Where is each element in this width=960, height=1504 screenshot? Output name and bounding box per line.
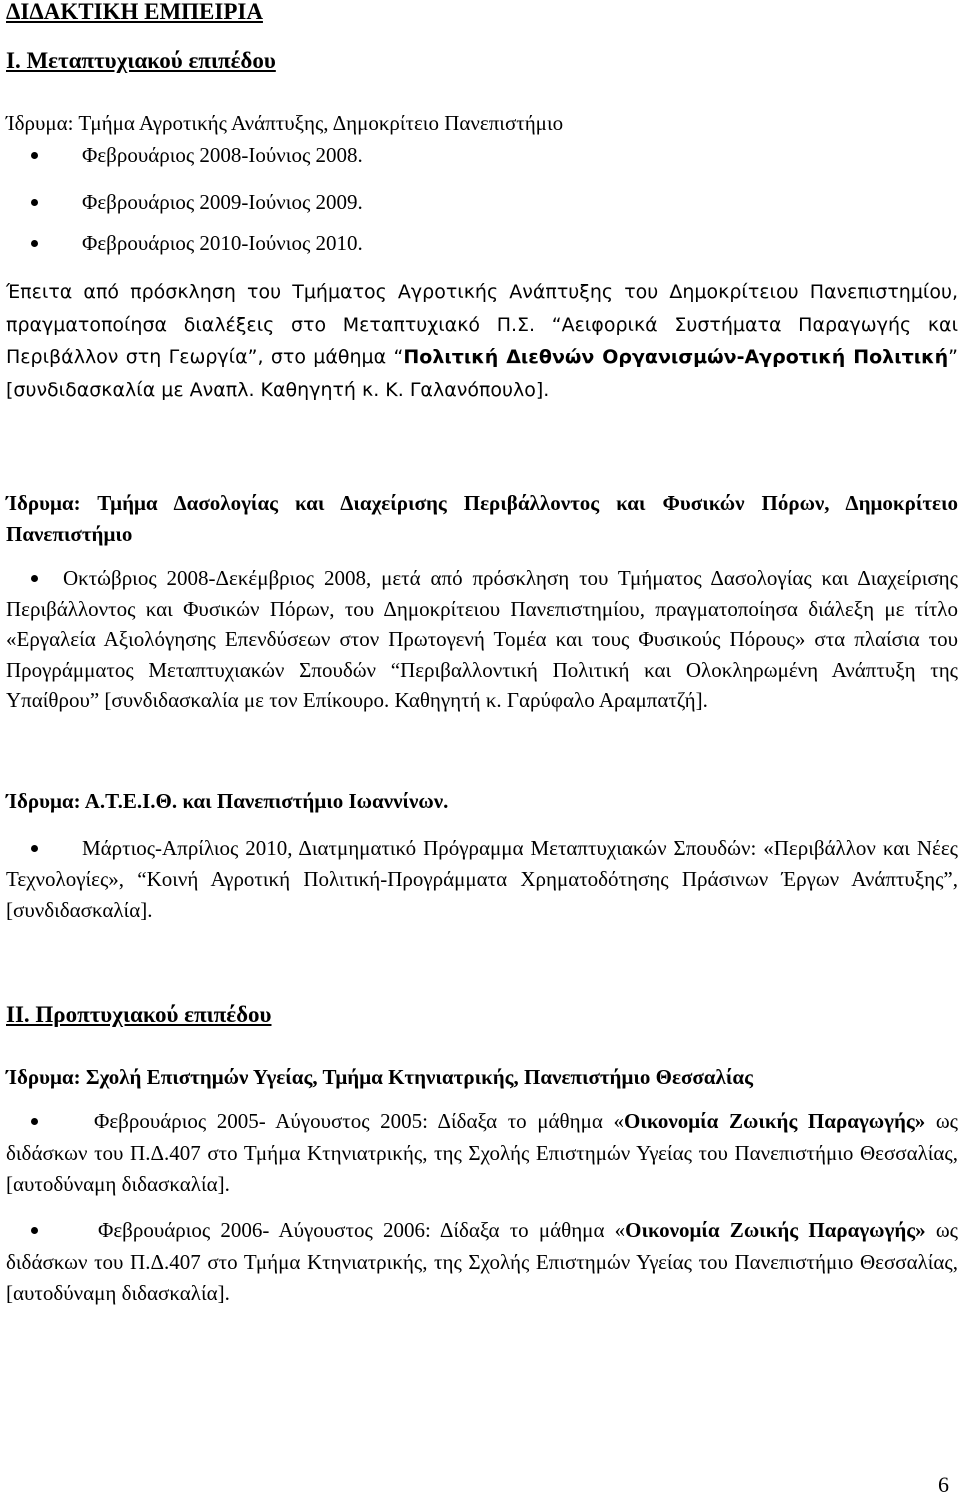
list-item-text xyxy=(6,1215,958,1310)
list-item-text: Φεβρουάριος 2006- Αύγουστος 2006: Δίδαξα το μάθημα « xyxy=(98,1218,626,1242)
list-item-text: Φεβρουάριος 2009-Ιούνιος 2009. xyxy=(82,190,363,214)
list-item-text: ως διδάσκων του Π.Δ.407 στο Τμήμα Κτηνιατρικής, της Σχολής Επιστημών Υγείας του Πανεπιστήμιο Θεσσαλίας, [αυτοδύναμη διδασκαλία]. xyxy=(6,1218,958,1305)
list-item xyxy=(6,228,958,258)
bullet-icon xyxy=(31,199,38,206)
paragraph-text: ” [συνδιδασκαλία με Αναπλ. Καθηγητή κ. Κ. Γαλανόπουλο]. xyxy=(6,346,958,401)
list-item-text: Φεβρουάριος 2005- Αύγουστος 2005: Δίδαξα το μάθημα « xyxy=(94,1109,624,1133)
institution-2-label: Ίδρυμα: Τμήμα Δασολογίας και Διαχείρισης Περιβάλλοντος και Φυσικών Πόρων, Δημοκρίτειο Πανεπιστήμιο xyxy=(6,491,958,546)
bullet-icon xyxy=(31,1227,38,1234)
bullet-icon xyxy=(31,152,38,159)
list-item-text: Φεβρουάριος 2010-Ιούνιος 2010. xyxy=(82,231,363,255)
list-item-text: Οκτώβριος 2008-Δεκέμβριος 2008, μετά από πρόσκληση του Τμήματος Δασολογίας και Διαχείρισης Περιβάλλοντος και Φυσικών Πόρων, του Δημοκρίτειου Πανεπιστημίου, πραγματοποίησα διάλεξη με τίτλο «Εργαλεία Αξιολόγησης Επενδύσεων στον Πρωτογενή Τομέα και τους Φυσικούς Πόρους» στα πλαίσια του Προγράμματος Μεταπτυχιακών Σπουδών “Περιβαλλοντική Πολιτική και Ολοκληρωμένη Ανάπτυξη της Υπαίθρου” [συνδιδασκαλία με τον Επίκουρο. Καθηγητή κ. Γαρύφαλο Αραμπατζή]. xyxy=(6,566,958,712)
course-title: Οικονομία Ζωικής Παραγωγής» xyxy=(625,1218,926,1242)
list-item xyxy=(6,833,958,926)
paragraph-text: Έπειτα από πρόσκληση του Τμήματος Αγροτικής Ανάπτυξης του Δημοκρίτειου Πανεπιστημίου, πραγματοποίησα διαλέξεις στο Μεταπτυχιακό Π.Σ. “Αειφορικά Συστήματα Παραγωγής και Περιβάλλον στη Γεωργία”, στο μάθημα “ xyxy=(6,281,958,368)
section-2-title: ΙΙ. Προπτυχιακού επιπέδου xyxy=(6,1002,272,1027)
institution-3-label: Ίδρυμα: Α.Τ.Ε.Ι.Θ. και Πανεπιστήμιο Ιωαννίνων. xyxy=(6,789,449,813)
section-1-title: Ι. Μεταπτυχιακού επιπέδου xyxy=(6,48,276,73)
list-item-text xyxy=(6,1106,958,1201)
institution-4-label: Ίδρυμα: Σχολή Επιστημών Υγείας, Τμήμα Κτηνιατρικής, Πανεπιστήμιο Θεσσαλίας xyxy=(6,1065,753,1089)
list-item xyxy=(6,563,958,716)
list-item xyxy=(6,140,958,170)
institution-1-paragraph xyxy=(6,276,958,406)
list-item xyxy=(6,1106,958,1201)
list-item-text: Μάρτιος-Απρίλιος 2010, Διατμηματικό Πρόγραμμα Μεταπτυχιακών Σπουδών: «Περιβάλλον και Νέες Τεχνολογίες», “Κοινή Αγροτική Πολιτική-Προγράμματα Χρηματοδότησης Πράσινων Έργων Ανάπτυξης”, [συνδιδασκαλία]. xyxy=(6,836,958,922)
bullet-icon xyxy=(31,240,38,247)
course-title: Πολιτική Διεθνών Οργανισμών-Αγροτική Πολιτική xyxy=(403,346,949,368)
list-item xyxy=(6,187,958,217)
bullet-icon xyxy=(31,575,38,582)
list-item xyxy=(6,1215,958,1310)
bullet-icon xyxy=(31,1118,38,1125)
course-title: Οικονομία Ζωικής Παραγωγής» xyxy=(623,1109,926,1133)
page-number: 6 xyxy=(938,1472,949,1497)
institution-1-label: Ίδρυμα: Τμήμα Αγροτικής Ανάπτυξης, Δημοκρίτειο Πανεπιστήμιο xyxy=(6,111,564,135)
list-item-text: ως διδάσκων του Π.Δ.407 στο Τμήμα Κτηνιατρικής, της Σχολής Επιστημών Υγείας του Πανεπιστήμιο Θεσσαλίας, [αυτοδύναμη διδασκαλία]. xyxy=(6,1109,958,1196)
bullet-icon xyxy=(31,845,38,852)
page-heading: ΔΙΔΑΚΤΙΚΗ ΕΜΠΕΙΡΙΑ xyxy=(6,0,263,24)
list-item-text: Φεβρουάριος 2008-Ιούνιος 2008. xyxy=(82,143,363,167)
